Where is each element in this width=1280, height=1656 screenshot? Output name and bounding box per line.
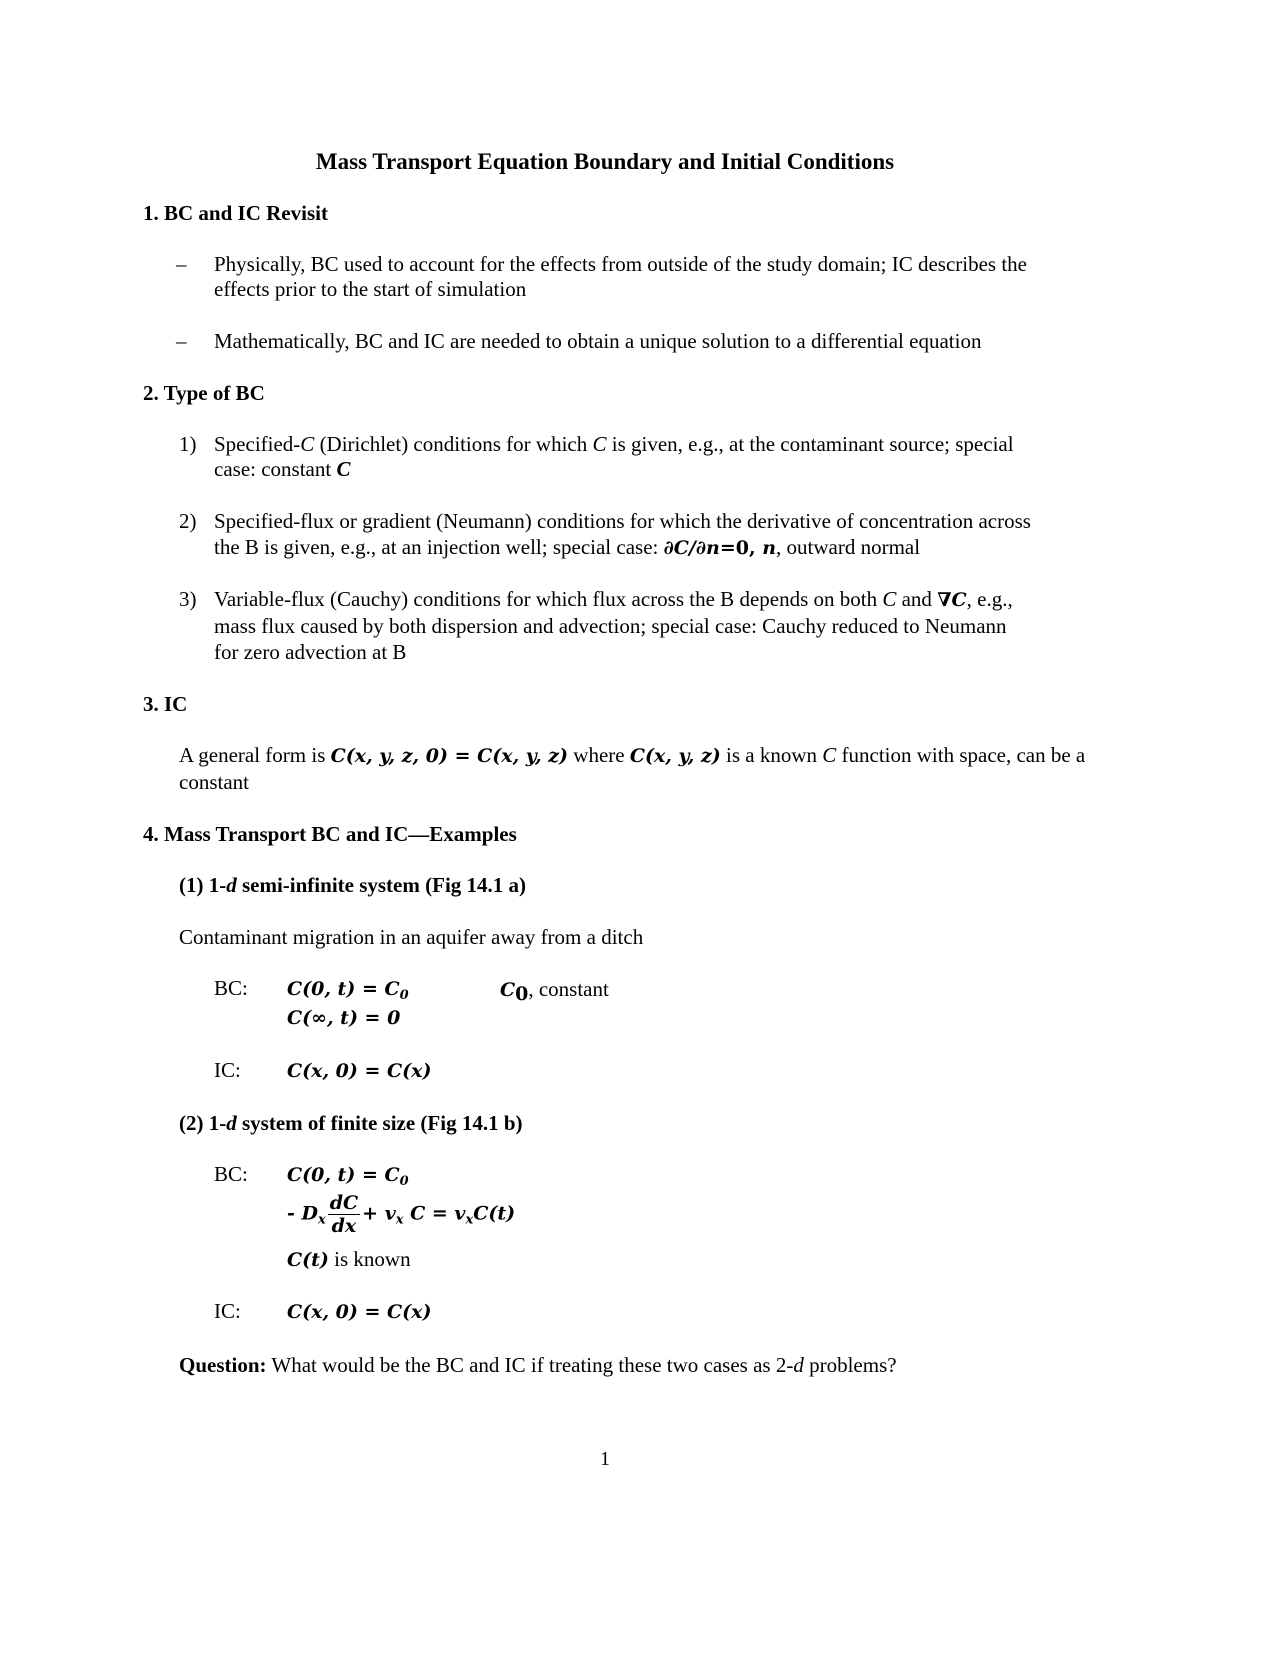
list-number: 3) <box>179 587 197 611</box>
section-3-heading: 3. IC <box>143 692 188 716</box>
ex2-bc2-equation: - $D_x$ $\frac{dC}{dx}$ + $v_x$ $C = v_xC(t)$ <box>287 1192 516 1237</box>
s1-bullet1-line2: effects prior to the start of simulation <box>214 277 527 301</box>
ex1-ic-equation: C(x, 0) = C(x) <box>287 1060 432 1082</box>
s1-bullet1-line1: Physically, BC used to account for the effects from outside of the study domain; IC describes the <box>214 252 1027 276</box>
section-1-heading: 1. BC and IC Revisit <box>143 201 328 225</box>
example-2-heading: (2) 1-d system of finite size (Fig 14.1 b) <box>179 1111 523 1135</box>
bullet-marker: – <box>176 329 187 353</box>
list-number: 1) <box>179 432 197 456</box>
page-number: 1 <box>600 1448 610 1470</box>
s2-item2-line2: the B is given, e.g., at an injection well; special case: ∂C/∂n=0, n, outward normal <box>214 535 921 559</box>
section-4-heading: 4. Mass Transport BC and IC—Examples <box>143 822 517 846</box>
ex1-bc2-equation: C(∞, t) = 0 <box>287 1007 401 1029</box>
s1-bullet2: Mathematically, BC and IC are needed to obtain a unique solution to a differential equation <box>214 329 982 353</box>
s2-item2-line1: Specified-flux or gradient (Neumann) conditions for which the derivative of concentration across <box>214 509 1031 533</box>
ic-label: IC: <box>214 1299 241 1323</box>
ex2-ic-equation: C(x, 0) = C(x) <box>287 1301 432 1323</box>
s3-paragraph-line2: constant <box>179 770 249 794</box>
s2-item3-line3: for zero advection at B <box>214 640 407 664</box>
section-2-heading: 2. Type of BC <box>143 381 265 405</box>
list-number: 2) <box>179 509 197 533</box>
bc-label: BC: <box>214 976 248 1000</box>
ic-label: IC: <box>214 1058 241 1082</box>
bullet-marker: – <box>176 252 187 276</box>
s2-item1-line2: case: constant C <box>214 457 351 481</box>
bc-label: BC: <box>214 1162 248 1186</box>
ex1-c0-note: $C_0$, constant <box>500 977 609 1005</box>
ex2-bc1-equation: C(0, $t) = C_0$ <box>287 1164 409 1189</box>
s3-paragraph-line1: A general form is C(x, y, z, 0) = C(x, y, z) where C(x, y, z) is a known C function with space, can be a <box>179 743 1086 767</box>
s2-item3-line1: Variable-flux (Cauchy) conditions for which flux across the B depends on both C and ∇C, e.g., <box>214 587 1013 611</box>
question-line: Question: What would be the BC and IC if treating these two cases as 2-d problems? <box>179 1353 897 1377</box>
ex2-bc3-line: C(t) is known <box>287 1247 411 1271</box>
ex1-bc1-equation: C(0, $t) = C_0$ <box>287 978 409 1003</box>
s2-item3-line2: mass flux caused by both dispersion and advection; special case: Cauchy reduced to Neumann <box>214 614 1007 638</box>
page-title: Mass Transport Equation Boundary and Initial Conditions <box>315 149 895 174</box>
example-1-description: Contaminant migration in an aquifer away from a ditch <box>179 925 644 949</box>
s2-item1-line1: Specified-C (Dirichlet) conditions for which C is given, e.g., at the contaminant source; special <box>214 432 1014 456</box>
example-1-heading: (1) 1-d semi-infinite system (Fig 14.1 a) <box>179 873 527 897</box>
